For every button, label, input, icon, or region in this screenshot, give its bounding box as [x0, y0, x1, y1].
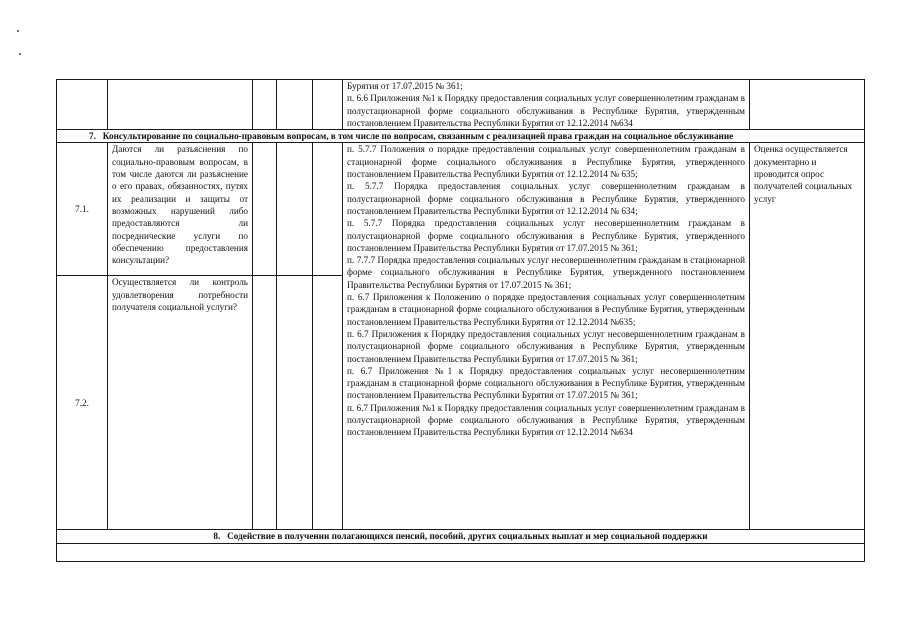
- section-title: Содействие в получении полагающихся пенсий, пособий, других социальных выплат и мер социальной поддержки: [227, 531, 708, 542]
- section-number: 8.: [213, 531, 221, 542]
- criterion-question: Осуществляется ли контроль удовлетворения потребности получателя социальной услуги?: [108, 276, 253, 530]
- criterion-number: 7.2.: [57, 276, 108, 530]
- section-8-title: [57, 530, 865, 543]
- normative-basis-cell: [343, 143, 750, 530]
- basis-paragraph: п. 5.7.7 Порядка предоставления социальных услуг совершеннолетним гражданам в полустационарной форме социального обслуживания в Республике Бурятия, утвержденного постановлением Правительства Республики Бурятия от 12.12.2014 № 634;: [347, 181, 745, 216]
- assessment-method: Оценка осуществляется документарно и проводится опрос получателей социальных услуг: [750, 143, 865, 530]
- section-title: Консультирование по социально-правовым вопросам, в том числе по вопросам, связанным с реализацией права граждан на социальное обслуживание: [102, 131, 734, 142]
- basis-paragraph: п. 6.7 Приложения №1 к Порядку предоставления социальных услуг совершеннолетним гражданам в полустационарной форме социального обслуживания в Республике Бурятия, утвержденным постановлением Правительства Республики Бурятия от 12.12.2014 №634: [347, 402, 745, 438]
- section-7-header-row: [57, 130, 865, 143]
- section-7-title: [57, 130, 865, 143]
- basis-paragraph: п. 5.7.7 Порядка предоставления социальных услуг несовершеннолетним гражданам в полустационарной форме социального обслуживания в Республике Бурятия, утвержденного постановлением Правительства Республики Бурятия от 17.07.2015 № 361;: [347, 218, 745, 253]
- basis-paragraph: п. 7.7.7 Порядка предоставления социальных услуг несовершеннолетним гражданам в стационарной форме социального обслуживания в Республике Бурятия, утвержденного постановлением Правительства Республики Бурятия от 17.07.2015 № 361;: [347, 255, 745, 290]
- criterion-question: Даются ли разъяснения по социально-правовым вопросам, в том числе даются ли разъяснение о его правах, обязанностях, путях их реализации и защиты от возможных нарушений либо предоставляются ли посреднические услуги по обеспечению предоставления консультации?: [108, 143, 253, 276]
- criterion-number: 7.1.: [57, 143, 108, 276]
- scan-speck: [17, 30, 19, 32]
- scan-speck: [19, 53, 21, 55]
- continuation-row: [57, 80, 865, 130]
- basis-paragraph: п. 6.7 Приложения №1 к Порядку предоставления социальных услуг несовершеннолетним гражданам в стационарной форме социального обслуживания в Республике Бурятия, утвержденным постановлением Правительства Республики Бурятия от 17.07.2015 № 361;: [347, 365, 745, 401]
- section-number: 7.: [89, 131, 96, 142]
- criterion-row-7-1: [57, 143, 865, 276]
- basis-paragraph: п. 6.6 Приложения №1 к Порядку предоставления социальных услуг совершеннолетним гражданам в полустационарной форме социального обслуживания в Республике Бурятия, утвержденным постановлением Правительства Республики Бурятия от 12.12.2014 №634: [347, 93, 745, 128]
- basis-paragraph: п. 6.7 Приложения к Порядку предоставления социальных услуг несовершеннолетним гражданам в полустационарной форме социального обслуживания в Республике Бурятия, утвержденным постановлением Правительства Республики Бурятия от 17.07.2015 № 361;: [347, 328, 745, 364]
- criteria-table: [56, 79, 865, 562]
- section-8-header-row: [57, 530, 865, 543]
- basis-paragraph: п. 5.7.7 Положения о порядке предоставления социальных услуг совершеннолетним гражданам в стационарной форме социального обслуживания в Республике Бурятия, утвержденного постановлением Правительства Республики Бурятия от 12.12.2014 № 635;: [347, 144, 745, 180]
- empty-row: [57, 543, 865, 561]
- basis-paragraph: п. 6.7 Приложения к Положению о порядке предоставления социальных услуг совершеннолетним гражданам в стационарной форме социального обслуживания в Республике Бурятия, утвержденным постановлением Правительства Республики Бурятия от 12.12.2014 №635;: [347, 292, 745, 327]
- continuation-basis-cell: [343, 80, 750, 130]
- basis-paragraph: Бурятия от 17.07.2015 № 361;: [347, 81, 463, 91]
